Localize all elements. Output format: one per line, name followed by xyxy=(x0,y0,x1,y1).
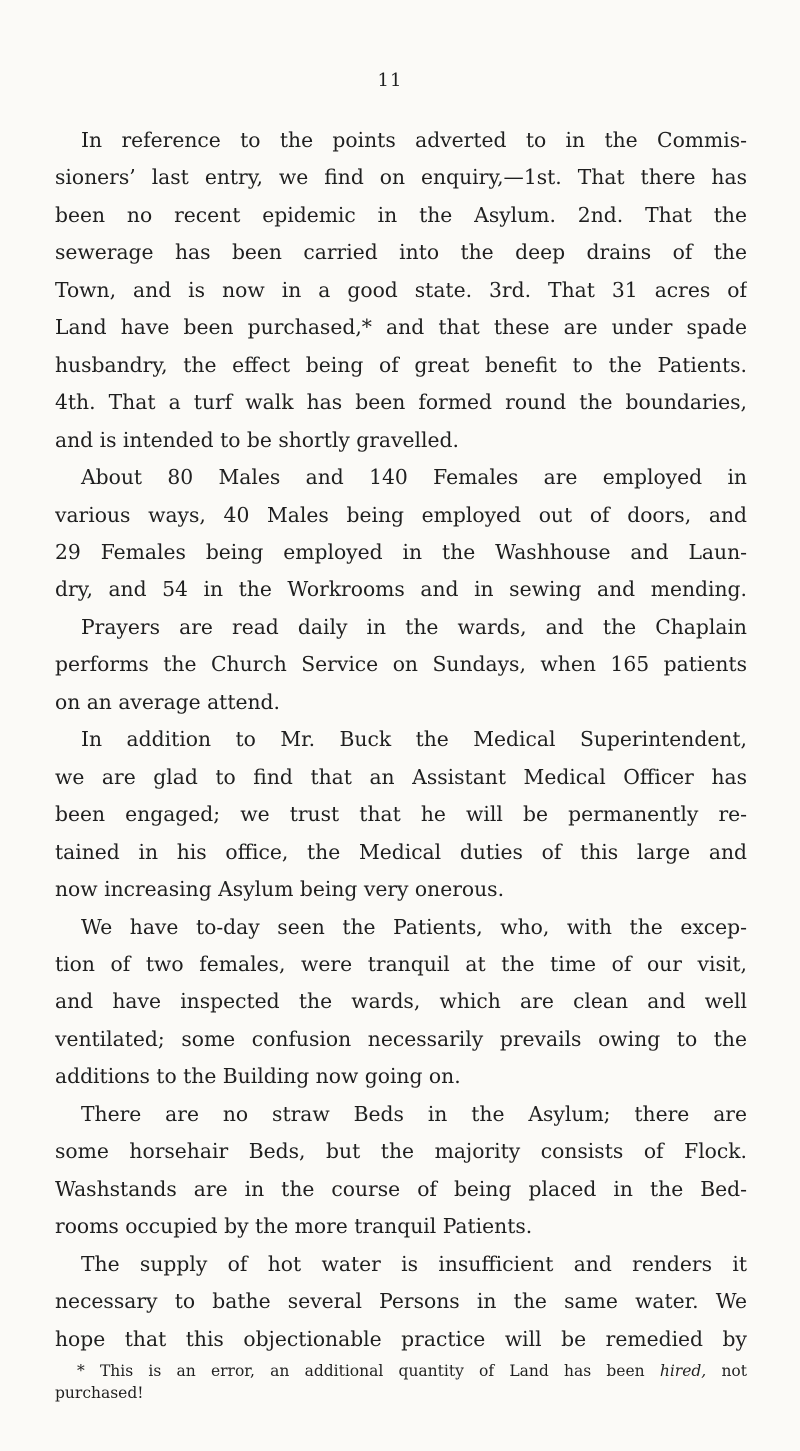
text-line: and have inspected the wards, which are clean and well xyxy=(55,989,747,1014)
text-line: In reference to the points adverted to in the Commis- xyxy=(81,128,747,152)
text-line: rooms occupied by the more tranquil Patients. xyxy=(55,1214,533,1239)
footnote-text-end: not xyxy=(721,1362,747,1380)
text-line: we are glad to find that an Assistant Medical Officer has xyxy=(55,764,747,789)
text-line: Land have been purchased,* and that these are under spade xyxy=(55,315,747,340)
text-line: necessary to bathe several Persons in the same water. We xyxy=(55,1289,747,1314)
text-line: performs the Church Service on Sundays, when 165 patients xyxy=(55,652,747,677)
text-line: Washstands are in the course of being placed in the Bed- xyxy=(55,1176,747,1201)
text-line: been no recent epidemic in the Asylum. 2nd. That the xyxy=(55,202,747,227)
text-line: In addition to Mr. Buck the Medical Superintendent, xyxy=(81,727,747,752)
text-line: 29 Females being employed in the Washhouse and Laun- xyxy=(55,539,747,564)
footnote-italic-word: hired, xyxy=(659,1362,707,1380)
text-line: The supply of hot water is insufficient and renders it xyxy=(81,1251,747,1276)
text-line: some horsehair Beds, but the majority consists of Flock. xyxy=(55,1139,747,1164)
text-line: various ways, 40 Males being employed out of doors, and xyxy=(55,502,747,527)
text-line: Prayers are read daily in the wards, and the Chaplain xyxy=(81,614,747,639)
footnote-line-1 xyxy=(55,1360,747,1382)
text-line: on an average attend. xyxy=(55,689,280,714)
text-line: sewerage has been carried into the deep drains of the xyxy=(55,240,747,265)
text-line: ventilated; some confusion necessarily prevails owing to the xyxy=(55,1026,747,1051)
text-line: Town, and is now in a good state. 3rd. That 31 acres of xyxy=(55,277,747,302)
text-line: About 80 Males and 140 Females are employed in xyxy=(81,465,747,490)
text-line: now increasing Asylum being very onerous. xyxy=(55,877,505,902)
page-number: 11 xyxy=(377,70,403,91)
text-line: tained in his office, the Medical duties of this large and xyxy=(55,839,747,864)
text-line: We have to-day seen the Patients, who, with the excep- xyxy=(81,914,747,939)
footnote-line-2: purchased! xyxy=(55,1384,144,1402)
footnote xyxy=(55,1360,747,1404)
body-text xyxy=(55,122,747,1358)
footnote-text: * This is an error, an additional quantity of Land has been xyxy=(77,1362,645,1380)
text-line: been engaged; we trust that he will be permanently re- xyxy=(55,802,747,827)
text-line: tion of two females, were tranquil at the time of our visit, xyxy=(55,951,747,976)
text-line: additions to the Building now going on. xyxy=(55,1064,461,1089)
text-line: dry, and 54 in the Workrooms and in sewing and mending. xyxy=(55,577,747,602)
text-line: sioners’ last entry, we find on enquiry,—1st. That there has xyxy=(55,165,747,190)
text-line: 4th. That a turf walk has been formed round the boundaries, xyxy=(55,390,747,415)
text-line: hope that this objectionable practice will be remedied by xyxy=(55,1326,747,1351)
text-line: and is intended to be shortly gravelled. xyxy=(55,427,459,452)
text-line: There are no straw Beds in the Asylum; there are xyxy=(81,1101,747,1126)
text-line: husbandry, the effect being of great benefit to the Patients. xyxy=(55,352,747,377)
